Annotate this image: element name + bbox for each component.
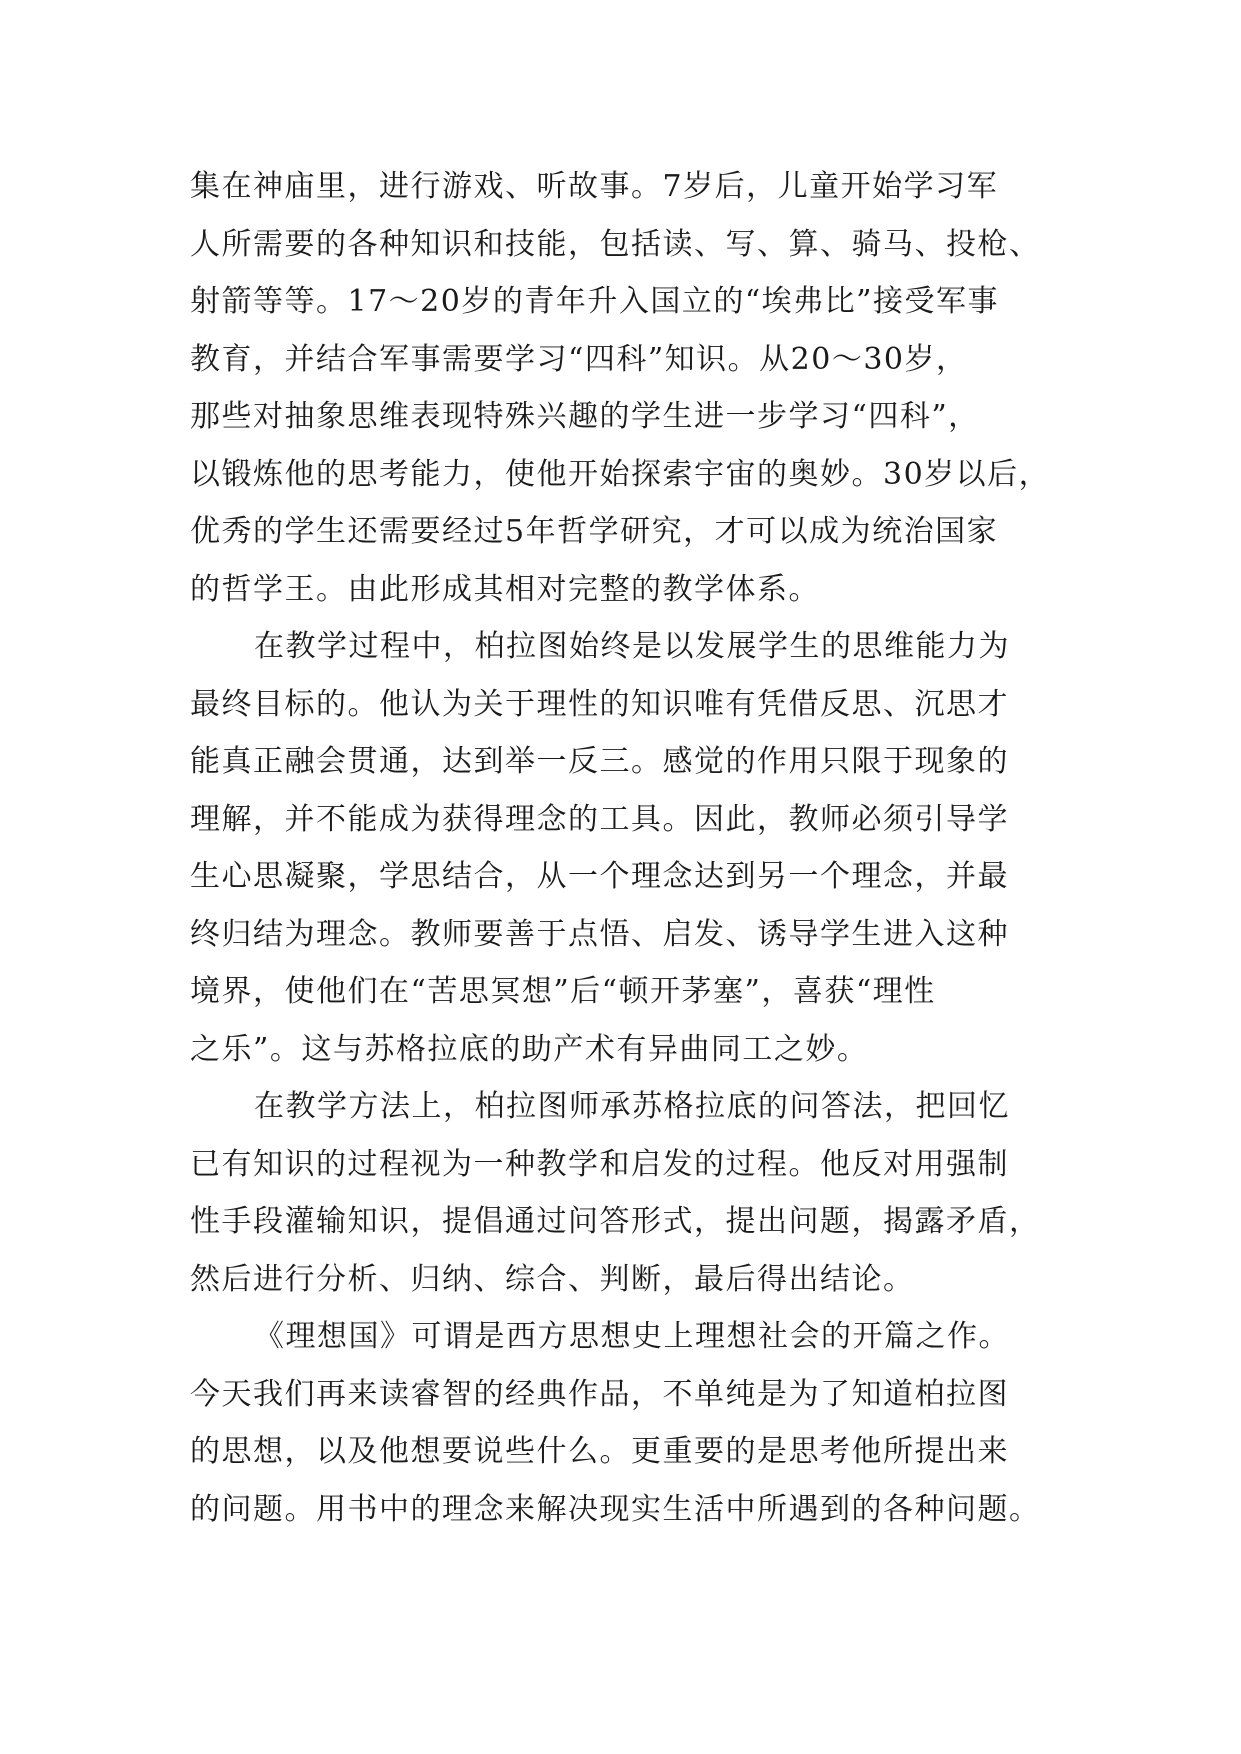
text-line: 集在神庙里，进行游戏、听故事。7岁后，儿童开始学习军	[190, 169, 999, 204]
text-line: 以锻炼他的思考能力，使他开始探索宇宙的奥妙。30岁以后，	[190, 456, 1051, 492]
text-line: 生心思凝聚，学思结合，从一个理念达到另一个理念，并最	[190, 859, 1009, 894]
text-line: 性手段灌输知识，提倡通过问答形式，提出问题，揭露矛盾，	[190, 1204, 1041, 1239]
text-line: 在教学方法上，柏拉图师承苏格拉底的问答法，把回忆	[254, 1089, 1010, 1124]
text-line: 的哲学王。由此形成其相对完整的教学体系。	[190, 571, 820, 607]
text-line: 能真正融会贯通，达到举一反三。感觉的作用只限于现象的	[190, 744, 1009, 779]
text-line: 之乐”。这与苏格拉底的助产术有异曲同工之妙。	[190, 1031, 869, 1067]
text-line: 终归结为理念。教师要善于点悟、启发、诱导学生进入这种	[190, 916, 1009, 952]
text-line: 教育，并结合军事需要学习“四科”知识。从20～30岁，	[190, 341, 968, 377]
text-line: 已有知识的过程视为一种教学和启发的过程。他反对用强制	[190, 1146, 1009, 1182]
text-line: 在教学过程中，柏拉图始终是以发展学生的思维能力为	[254, 629, 1010, 664]
text-line: 人所需要的各种知识和技能，包括读、写、算、骑马、投枪、	[190, 226, 1041, 262]
text-line: 理解，并不能成为获得理念的工具。因此，教师必须引导学	[190, 801, 1009, 837]
text-line: 境界，使他们在“苦思冥想”后“顿开茅塞”，喜获“理性	[190, 974, 936, 1009]
text-line: 《理想国》可谓是西方思想史上理想社会的开篇之作。	[254, 1319, 1010, 1354]
text-line: 那些对抽象思维表现特殊兴趣的学生进一步学习“四科”，	[190, 399, 980, 434]
text-line: 然后进行分析、归纳、综合、判断，最后得出结论。	[190, 1261, 915, 1297]
text-line: 今天我们再来读睿智的经典作品，不单纯是为了知道柏拉图	[190, 1376, 1009, 1412]
text-line: 的问题。用书中的理念来解决现实生活中所遇到的各种问题。	[190, 1491, 1041, 1527]
text-line: 的思想，以及他想要说些什么。更重要的是思考他所提出来	[190, 1434, 1009, 1469]
body-text	[190, 158, 1070, 1538]
text-line: 最终目标的。他认为关于理性的知识唯有凭借反思、沉思才	[190, 686, 1009, 722]
text-line: 优秀的学生还需要经过5年哲学研究，才可以成为统治国家	[190, 514, 999, 549]
text-line: 射箭等等。17～20岁的青年升入国立的“埃弗比”接受军事	[190, 284, 1000, 319]
